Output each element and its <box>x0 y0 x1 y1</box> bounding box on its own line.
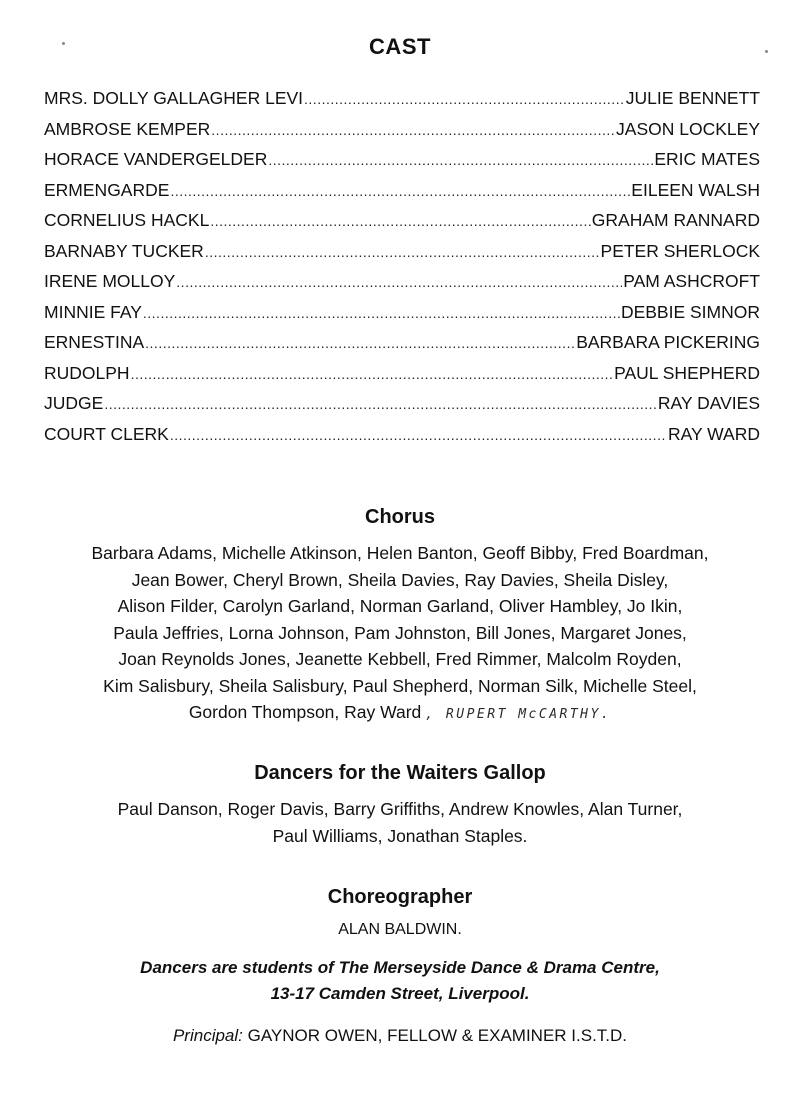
actor-name: PAM ASHCROFT <box>623 271 760 291</box>
chorus-line: Alison Filder, Carolyn Garland, Norman Garland, Oliver Hambley, Jo Ikin, <box>117 596 683 616</box>
cast-list <box>44 88 760 454</box>
dot-leader <box>211 122 615 138</box>
cast-row <box>44 424 760 455</box>
actor-name: DEBBIE SIMNOR <box>620 301 760 322</box>
dot-leader <box>205 244 600 260</box>
school-note-line: 13-17 Camden Street, Liverpool. <box>270 984 530 1003</box>
dancers-list <box>30 796 770 849</box>
dot-leader <box>104 396 657 412</box>
chorus-line: Paula Jeffries, Lorna Johnson, Pam Johnston, Bill Jones, Margaret Jones, <box>113 622 687 643</box>
dot-leader <box>143 305 620 321</box>
actor-name: JULIE BENNETT <box>625 88 760 108</box>
actor-name: GRAHAM RANNARD <box>591 210 760 230</box>
dot-leader <box>131 366 614 382</box>
principal-label: Principal: <box>172 1026 243 1045</box>
dot-leader <box>210 213 590 229</box>
cast-row <box>44 149 760 180</box>
role-name: BARNABY TUCKER <box>44 240 204 261</box>
role-name: CORNELIUS HACKL <box>44 210 210 230</box>
chorus-list <box>30 540 770 729</box>
cast-row <box>44 119 760 150</box>
cast-row <box>44 210 760 241</box>
principal-line <box>0 1026 800 1046</box>
chorus-line: Barbara Adams, Michelle Atkinson, Helen Banton, Geoff Bibby, Fred Boardman, <box>91 543 709 563</box>
dot-leader <box>304 91 625 107</box>
cast-row <box>44 363 760 394</box>
actor-name: EILEEN WALSH <box>631 179 760 200</box>
actor-name: RAY WARD <box>667 423 760 444</box>
actor-name: ERIC MATES <box>654 149 760 169</box>
dancers-heading: Dancers for the Waiters Gallop <box>254 762 546 784</box>
role-name: ERMENGARDE <box>44 179 170 200</box>
role-name: RUDOLPH <box>44 362 130 383</box>
dot-leader <box>145 335 575 351</box>
actor-name: JASON LOCKLEY <box>616 118 760 139</box>
role-name: JUDGE <box>44 393 104 413</box>
dot-leader <box>176 274 622 290</box>
role-name: MINNIE FAY <box>44 301 142 322</box>
chorus-line-last <box>30 699 770 729</box>
actor-name: RAY DAVIES <box>657 393 760 413</box>
choreographer-name: ALAN BALDWIN. <box>338 921 462 938</box>
chorus-line: Kim Salisbury, Sheila Salisbury, Paul Shepherd, Norman Silk, Michelle Steel, <box>103 675 697 696</box>
role-name: COURT CLERK <box>44 423 169 444</box>
cast-row <box>44 332 760 363</box>
cast-row <box>44 180 760 211</box>
actor-name: BARBARA PICKERING <box>576 332 760 352</box>
role-name: IRENE MOLLOY <box>44 271 176 291</box>
handwritten-addition: , RUPERT McCARTHY. <box>425 707 612 722</box>
actor-name: PAUL SHEPHERD <box>614 362 760 383</box>
dancers-line: Paul Williams, Jonathan Staples. <box>272 825 528 846</box>
school-note <box>0 955 800 1007</box>
role-name: AMBROSE KEMPER <box>44 118 211 139</box>
cast-row <box>44 302 760 333</box>
dot-leader <box>170 183 630 199</box>
choreographer-heading: Choreographer <box>327 886 473 908</box>
cast-title: CAST <box>369 34 431 59</box>
principal-text: GAYNOR OWEN, FELLOW & EXAMINER I.S.T.D. <box>247 1026 628 1045</box>
chorus-line: Jean Bower, Cheryl Brown, Sheila Davies, Ray Davies, Sheila Disley, <box>131 569 669 590</box>
chorus-line: Joan Reynolds Jones, Jeanette Kebbell, Fred Rimmer, Malcolm Royden, <box>118 649 682 669</box>
dot-leader <box>170 427 667 443</box>
cast-row <box>44 88 760 119</box>
cast-row <box>44 271 760 302</box>
role-name: HORACE VANDERGELDER <box>44 149 268 169</box>
school-note-line: Dancers are students of The Merseyside Dance & Drama Centre, <box>140 958 660 977</box>
chorus-line: Gordon Thompson, Ray Ward <box>188 702 422 722</box>
dancers-line: Paul Danson, Roger Davis, Barry Griffiths, Andrew Knowles, Alan Turner, <box>117 799 683 819</box>
role-name: ERNESTINA <box>44 332 145 352</box>
dot-leader <box>268 152 653 168</box>
cast-row <box>44 393 760 424</box>
actor-name: PETER SHERLOCK <box>600 240 760 261</box>
cast-row <box>44 241 760 272</box>
chorus-heading: Chorus <box>365 506 435 528</box>
role-name: MRS. DOLLY GALLAGHER LEVI <box>44 88 304 108</box>
